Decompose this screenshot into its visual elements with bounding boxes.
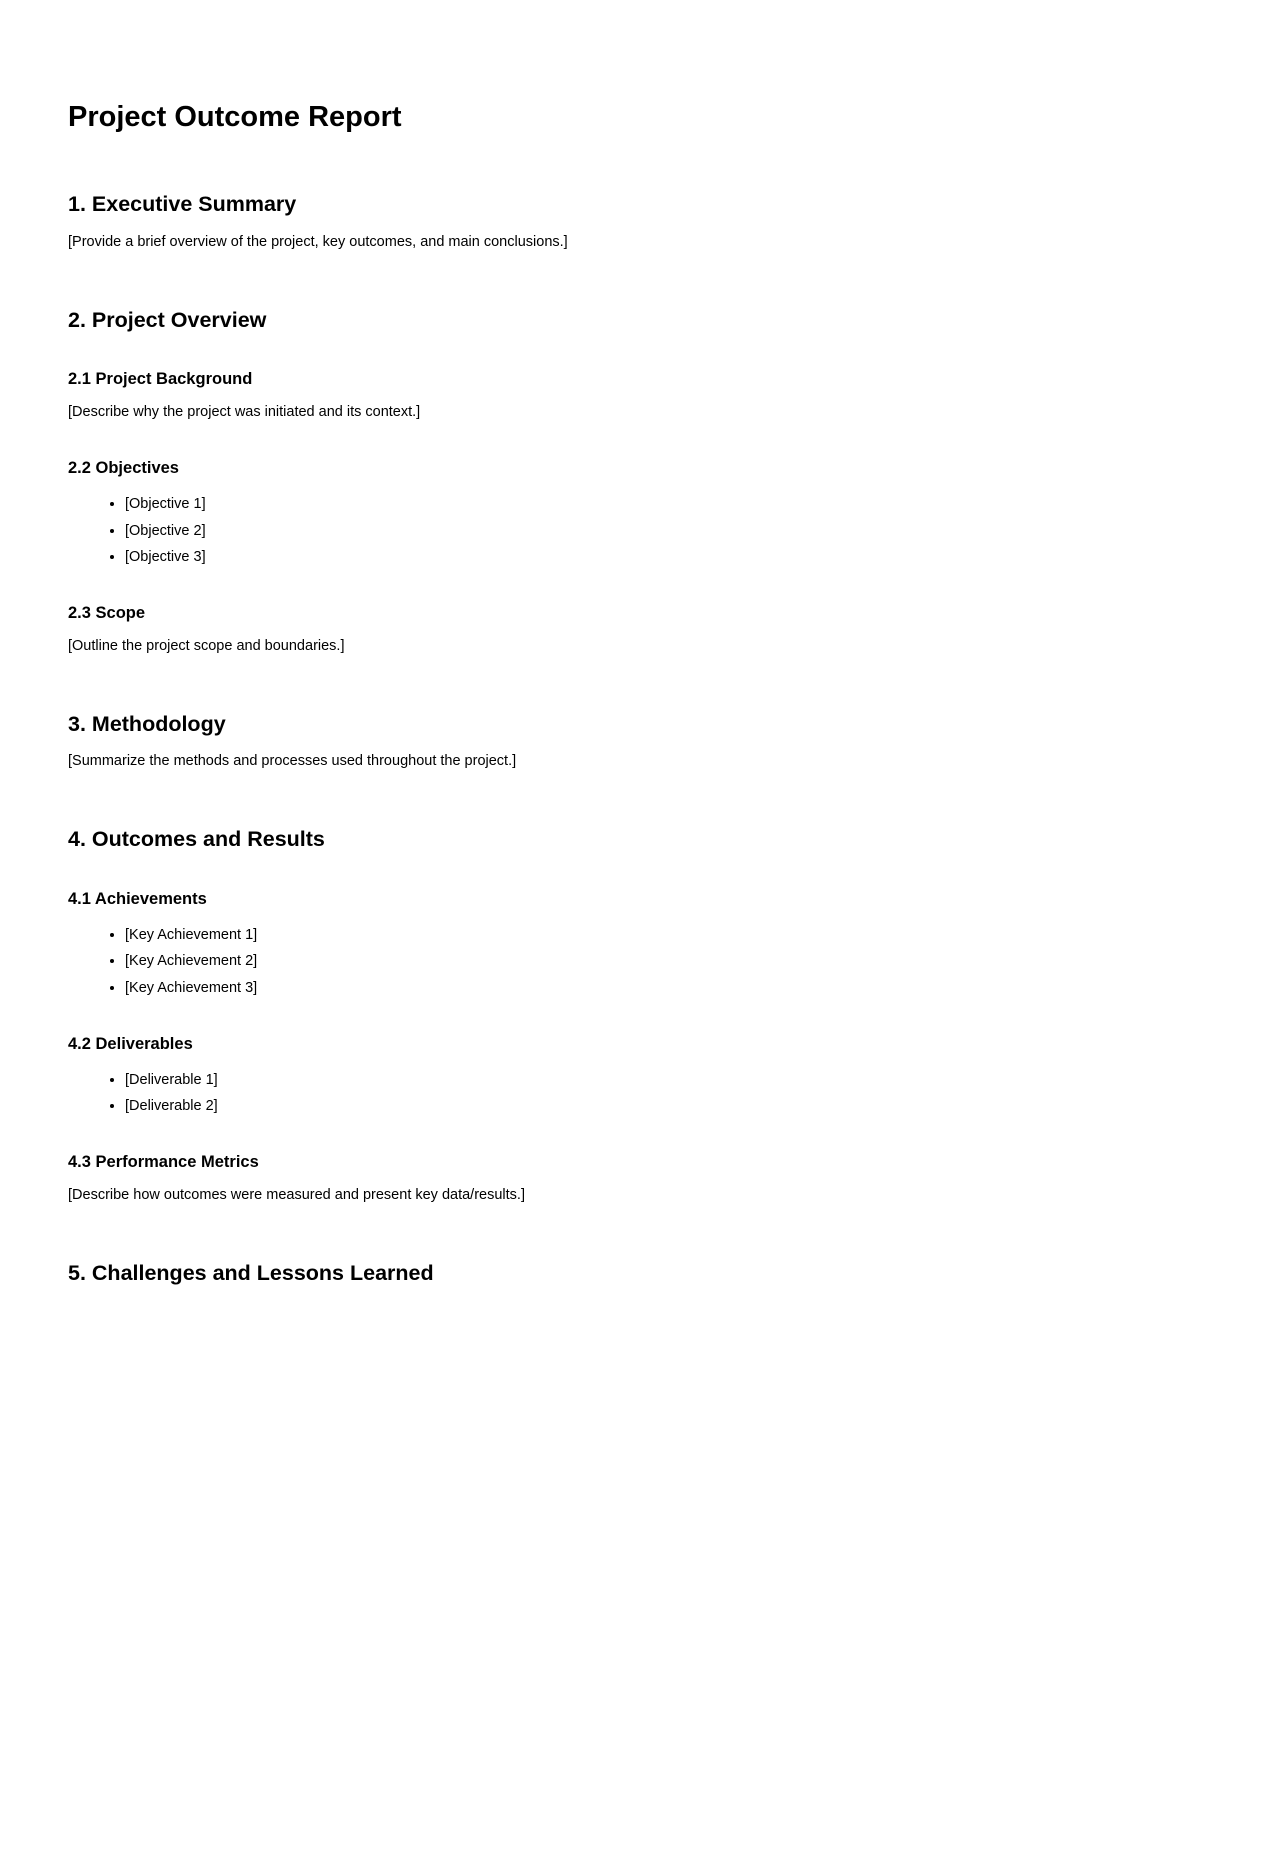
list-item: • [Key Achievement 3]	[125, 980, 1195, 997]
heading-performance-metrics: 4.3 Performance Metrics	[68, 1153, 259, 1172]
heading-objectives: 2.2 Objectives	[68, 459, 179, 478]
heading-project-background: 2.1 Project Background	[68, 370, 253, 389]
list-item: • [Key Achievement 1]	[125, 927, 1195, 944]
list-item: • [Objective 1]	[125, 496, 1195, 513]
objectives-list	[68, 496, 1195, 566]
section-challenges-lessons	[68, 1261, 1195, 1286]
list-item: • [Deliverable 1]	[125, 1072, 1195, 1089]
project-background-placeholder: [Describe why the project was initiated and its context.]	[68, 404, 421, 421]
performance-metrics-placeholder: [Describe how outcomes were measured and present key data/results.]	[68, 1187, 525, 1204]
list-item: • [Objective 2]	[125, 523, 1195, 540]
heading-achievements: 4.1 Achievements	[68, 889, 207, 908]
list-item: • [Deliverable 2]	[125, 1098, 1195, 1115]
page-title: Project Outcome Report	[68, 101, 402, 133]
section-methodology	[68, 712, 1195, 770]
deliverables-list	[68, 1072, 1195, 1115]
achievements-list	[68, 927, 1195, 997]
scope-placeholder: [Outline the project scope and boundaries.]	[68, 638, 345, 655]
section-executive-summary	[68, 192, 1195, 250]
heading-outcomes-results: 4. Outcomes and Results	[68, 827, 325, 852]
section-project-overview	[68, 308, 1195, 655]
heading-challenges-lessons: 5. Challenges and Lessons Learned	[68, 1260, 434, 1285]
heading-project-overview: 2. Project Overview	[68, 307, 267, 332]
list-item: • [Objective 3]	[125, 549, 1195, 566]
methodology-placeholder: [Summarize the methods and processes used throughout the project.]	[68, 753, 517, 770]
heading-methodology: 3. Methodology	[68, 711, 226, 736]
heading-deliverables: 4.2 Deliverables	[68, 1034, 193, 1053]
list-item: • [Key Achievement 2]	[125, 953, 1195, 970]
heading-executive-summary: 1. Executive Summary	[68, 192, 297, 217]
heading-scope: 2.3 Scope	[68, 604, 146, 623]
executive-summary-placeholder: [Provide a brief overview of the project, key outcomes, and main conclusions.]	[68, 234, 568, 251]
section-outcomes-results	[68, 827, 1195, 1204]
